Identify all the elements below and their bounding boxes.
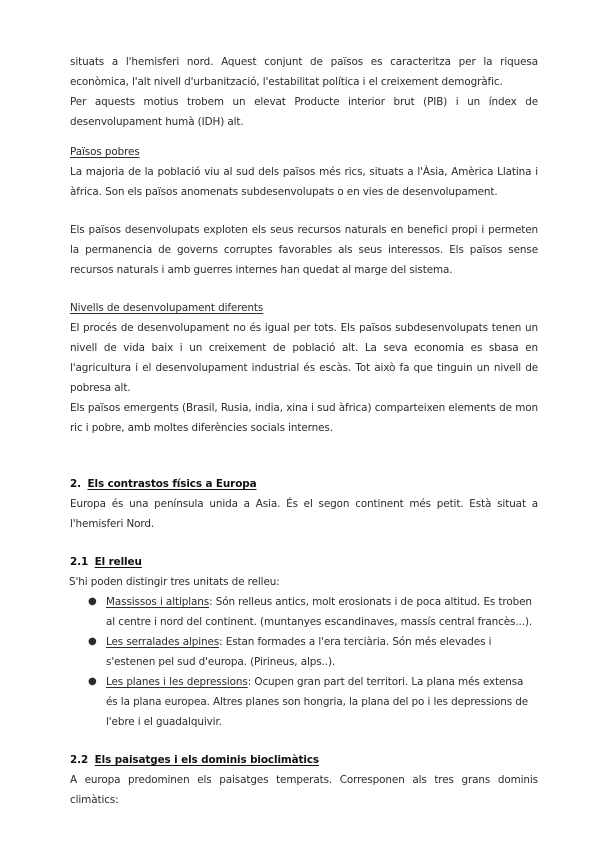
list-item: ● Les serralades alpines: Estan formades a l'era terciària. Són més elevades i s'estenen pel sud d'europa. (Pirineus, alps..). [86, 632, 538, 672]
exploitation-paragraph: Els països desenvolupats exploten els seus recursos naturals en benefici propi i permeten la permanencia de governs corruptes favorables als seus interessos. Els països sense recursos naturals i amb guerres internes han quedat al marge del sistema. [70, 224, 538, 276]
section-2-title: Els contrastos físics a Europa [87, 478, 257, 490]
poor-countries-paragraph: La majoria de la població viu al sud dels països més rics, situats a l'Àsia, Amèrica Llatina i àfrica. Son els països anomenats subdesenvolupats o en vies de desenvolupament. [70, 166, 538, 198]
list-item: ● Les planes i les depressions: Ocupen gran part del territori. La plana més extensa és la plana europea. Altres planes son hongria, la plana del po i les depressions de l'ebre i el guadalquivir. [86, 672, 538, 732]
section-2-2-title: Els paisatges i els dominis bioclimàtics [94, 754, 320, 766]
section-2-1-heading [70, 552, 538, 572]
section-2-2-heading [70, 750, 538, 770]
development-levels-paragraph: El procés de desenvolupament no és igual per tots. Els països subdesenvolupats tenen un nivell de vida baix i un creixement de població alt. La seva economia es sbasa en l'agricultura i el desenvolupament industrial és escàs. Tot això fa que tinguin un nivell de pobresa alt. [70, 322, 538, 394]
section-2-heading [70, 474, 538, 494]
list-item-text: Són relleus antics, molt erosionats i de poca altitud. Es troben al centre i nord del continent. (muntanyes escandinaves, massís central francès...). [106, 596, 533, 628]
section-2-2-number: 2.2 [70, 754, 89, 766]
list-item-term: Massissos i altiplans [106, 596, 210, 608]
list-item-text: Ocupen gran part del territori. La plana més extensa és la plana europea. Altres planes son hongria, la plana del po i les depressions de l'ebre i el guadalquivir. [106, 676, 529, 728]
relief-list [70, 592, 538, 732]
intro-paragraph-2: Per aquests motius trobem un elevat Producte interior brut (PIB) i un índex de desenvolupament humà (IDH) alt. [70, 96, 538, 128]
intro-paragraph: situats a l'hemisferi nord. Aquest conjunt de països es caracteritza per la riquesa econòmica, l'alt nivell d'urbanització, l'estabilitat política i el creixement demogràfic. [70, 56, 538, 88]
list-item: ● Massissos i altiplans: Són relleus antics, molt erosionats i de poca altitud. Es troben al centre i nord del continent. (muntanyes escandinaves, massís central francès...). [86, 592, 538, 632]
document-body [70, 52, 538, 810]
development-levels-heading: Nivells de desenvolupament diferents [70, 302, 264, 314]
section-2-1-number: 2.1 [70, 556, 89, 568]
emerging-countries-paragraph: Els països emergents (Brasil, Rusia, india, xina i sud àfrica) comparteixen elements de mon ric i pobre, amb moltes diferències socials internes. [70, 402, 538, 434]
poor-countries-heading: Països pobres [70, 146, 140, 158]
list-item-term: Les serralades alpines [106, 636, 220, 648]
section-2-1-title: El relleu [94, 556, 142, 568]
bullet-icon: ● [88, 596, 97, 607]
bullet-icon: ● [88, 676, 97, 687]
section-2-2-paragraph: A europa predominen els paisatges temperats. Corresponen als tres grans dominis climàtics: [70, 774, 538, 806]
list-item-term: Les planes i les depressions [106, 676, 248, 688]
relief-intro: S'hi poden distingir tres unitats de relleu: [69, 576, 280, 588]
bullet-icon: ● [88, 636, 97, 647]
list-item-text: Estan formades a l'era terciària. Són més elevades i s'estenen pel sud d'europa. (Pirineus, alps..). [106, 636, 492, 668]
section-2-paragraph: Europa és una península unida a Asia. És el segon continent més petit. Està situat a l'hemisferi Nord. [70, 498, 538, 530]
section-2-number: 2. [70, 478, 81, 490]
